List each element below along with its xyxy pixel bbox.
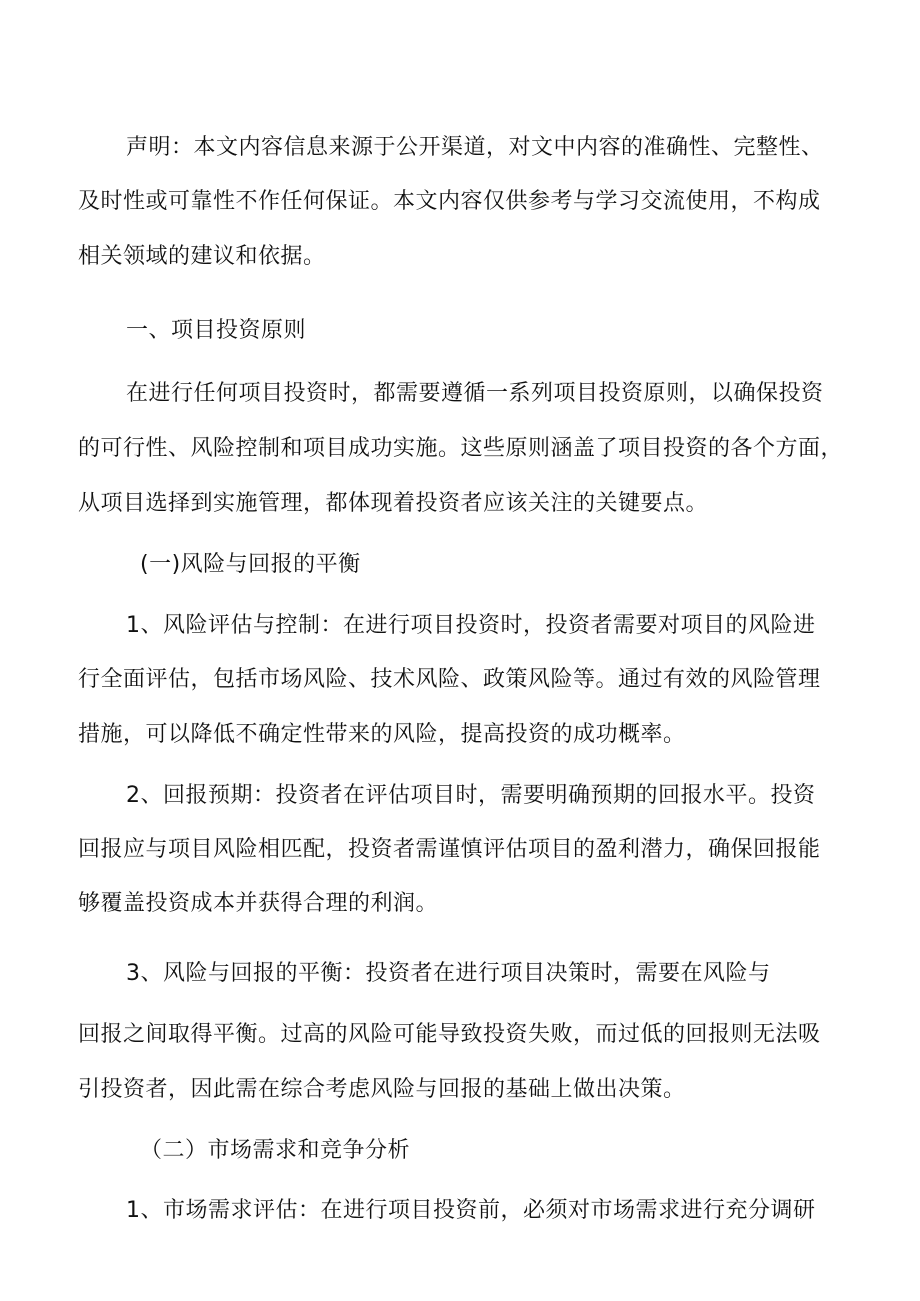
intro-line-2: 的可行性、风险控制和项目成功实施。这些原则涵盖了项目投资的各个方面， xyxy=(78,436,844,461)
point-2-line-3: 够覆盖投资成本并获得合理的利润。 xyxy=(78,891,439,916)
point-2-line-2: 回报应与项目风险相匹配，投资者需谨慎评估项目的盈利潜力，确保回报能 xyxy=(78,837,821,862)
section-heading: 一、项目投资原则 xyxy=(126,318,307,343)
market-point-1-line-1: 1、市场需求评估：在进行项目投资前，必须对市场需求进行充分调研 xyxy=(126,1198,816,1223)
point-1-line-1: 1、风险评估与控制：在进行项目投资时，投资者需要对项目的风险进 xyxy=(126,613,816,638)
subsection-heading-1: (一)风险与回报的平衡 xyxy=(140,552,361,577)
intro-line-3: 从项目选择到实施管理，都体现着投资者应该关注的关键要点。 xyxy=(78,491,709,516)
point-3-line-2: 回报之间取得平衡。过高的风险可能导致投资失败，而过低的回报则无法吸 xyxy=(78,1022,821,1047)
disclaimer-line-2: 及时性或可靠性不作任何保证。本文内容仅供参考与学习交流使用，不构成 xyxy=(78,189,821,214)
point-1-line-3: 措施，可以降低不确定性带来的风险，提高投资的成功概率。 xyxy=(78,722,686,747)
point-3-line-3: 引投资者，因此需在综合考虑风险与回报的基础上做出决策。 xyxy=(78,1077,686,1102)
point-1-line-2: 行全面评估，包括市场风险、技术风险、政策风险等。通过有效的风险管理 xyxy=(78,667,821,692)
point-3-line-1: 3、风险与回报的平衡：投资者在进行项目决策时，需要在风险与 xyxy=(126,961,771,986)
point-2-line-1: 2、回报预期：投资者在评估项目时，需要明确预期的回报水平。投资 xyxy=(126,783,816,808)
disclaimer-line-3: 相关领域的建议和依据。 xyxy=(78,244,326,269)
subsection-heading-2: （二）市场需求和竞争分析 xyxy=(140,1138,411,1163)
disclaimer-line-1: 声明：本文内容信息来源于公开渠道，对文中内容的准确性、完整性、 xyxy=(126,135,824,160)
intro-line-1: 在进行任何项目投资时，都需要遵循一系列项目投资原则，以确保投资 xyxy=(126,381,824,406)
